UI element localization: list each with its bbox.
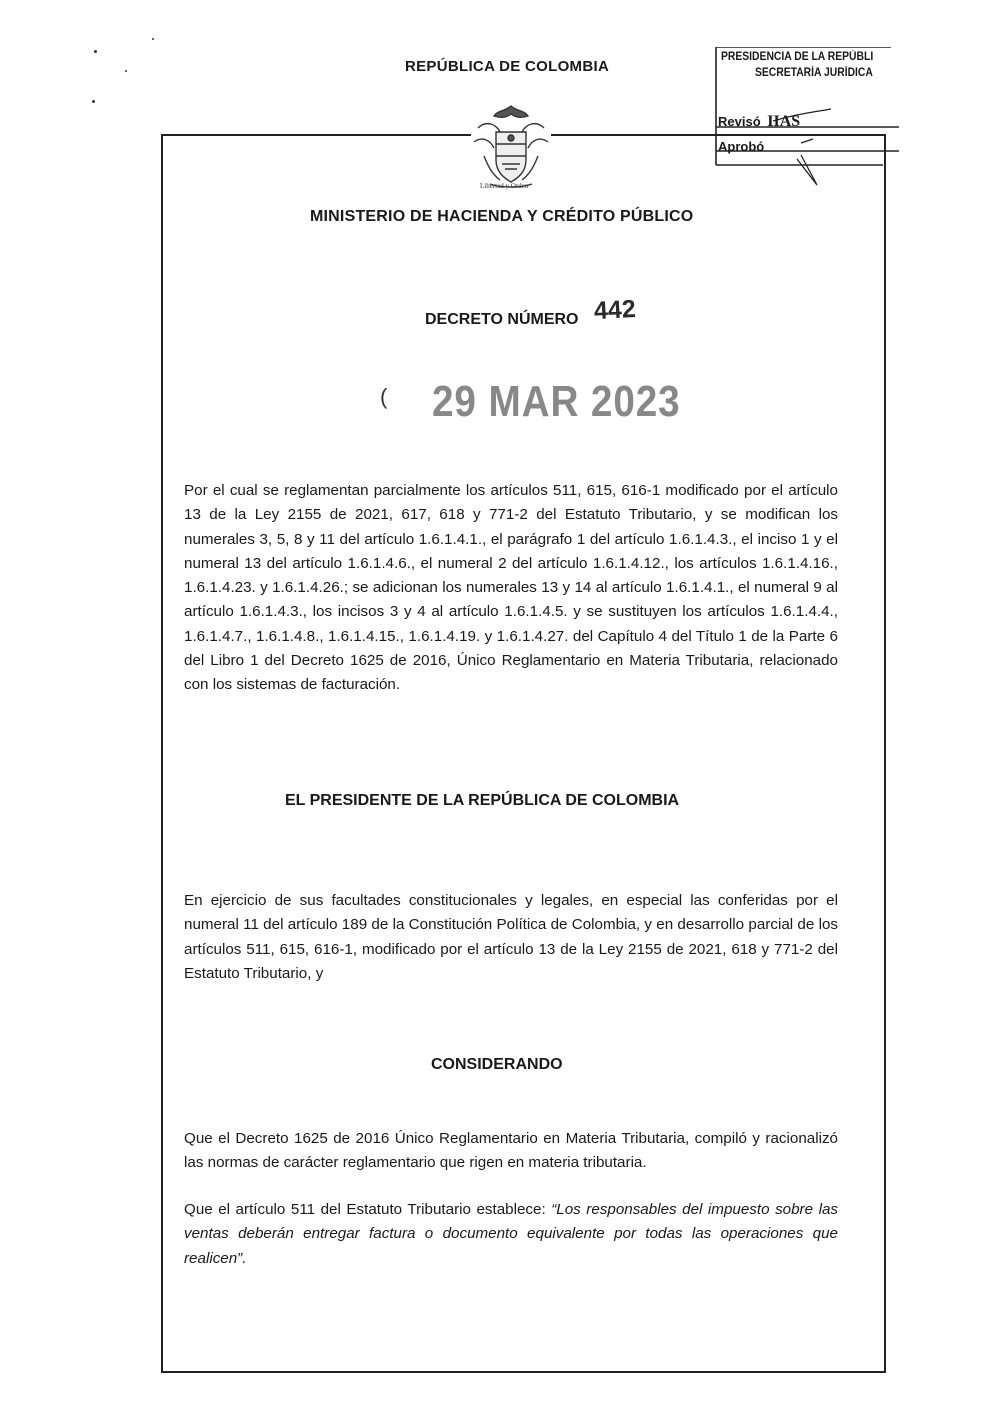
- date-open-paren: (: [380, 384, 388, 409]
- scan-speck: [152, 38, 154, 40]
- considerando-p2-quote: “Los responsables del impuesto sobre las ventas deberán entregar factura o documento equivalente por todas las operaciones que realicen”.: [184, 1201, 838, 1267]
- frame-left: [161, 134, 163, 1373]
- considerando-title: CONSIDERANDO: [431, 1056, 563, 1073]
- scan-speck: [125, 70, 127, 72]
- president-title: EL PRESIDENTE DE LA REPÚBLICA DE COLOMBIA: [285, 792, 680, 809]
- decree-number: 442: [593, 294, 637, 326]
- decree-summary-text: Por el cual se reglamentan parcialmente los artículos 511, 615, 616-1 modificado por el artículo 13 de la Ley 2155 de 2021, 617, 618 y 771-2 del Estatuto Tributario, y se modifican los numerales 3, 5, 8 y 11 del artículo 1.6.1.4.1., el parágrafo 1 del artículo 1.6.1.4.3., el inciso 1 y el numeral 13 del artículo 1.6.1.4.6., el numeral 2 del artículo 1.6.1.4.12., los artículos 1.6.1.4.16., 1.6.1.4.23. y 1.6.1.4.26.; se adicionan los numerales 13 y 14 al artículo 1.6.1.4.1., el numeral 9 al artículo 1.6.1.4.3., los incisos 3 y 4 al artículo 1.6.1.4.5. y se sustituyen los artículos 1.6.1.4.4., 1.6.1.4.7., 1.6.1.4.8., 1.6.1.4.15., 1.6.1.4.19. y 1.6.1.4.27. del Capítulo 4 del Título 1 de la Parte 6 del Libro 1 del Decreto 1625 de 2016, Único Reglamentario en Materia Tributaria, relacionado con los sistemas de facturación.: [184, 482, 838, 694]
- stamp-presidency: PRESIDENCIA DE LA REPÚBLI: [721, 51, 874, 63]
- coat-motto: Libertad y Orden: [480, 182, 529, 190]
- stamp-aprobo-label: Aprobó: [718, 139, 765, 154]
- considerando-p1-text: Que el Decreto 1625 de 2016 Único Reglamentario en Materia Tributaria, compiló y racionalizó las normas de carácter reglamentario que rigen en materia tributaria.: [184, 1130, 838, 1172]
- frame-top-left: [161, 134, 471, 136]
- stamp-reviso-initials: IIAS: [767, 113, 801, 130]
- frame-right: [884, 134, 886, 1373]
- considerando-p2-intro: Que el artículo 511 del Estatuto Tributario establece:: [184, 1201, 552, 1218]
- scan-speck: [92, 100, 95, 103]
- scan-speck: [94, 50, 97, 53]
- decree-date-stamp: 29 MAR 2023: [432, 377, 681, 426]
- powers-text: En ejercicio de sus facultades constitucionales y legales, en especial las conferidas por el numeral 11 del artículo 189 de la Constitución Política de Colombia, y en desarrollo parcial de los artículos 511, 615, 616-1, modificado por el artículo 13 de la Ley 2155 de 2021, 618 y 771-2 del Estatuto Tributario, y: [184, 892, 838, 982]
- considerando-paragraph-1: [184, 1127, 838, 1176]
- stamp-secretariat: SECRETARÍA JURÍDICA: [755, 67, 873, 79]
- country-name: REPÚBLICA DE COLOMBIA: [405, 58, 610, 75]
- powers-paragraph: [184, 889, 838, 986]
- decree-label: DECRETO NÚMERO: [425, 311, 579, 328]
- considerando-paragraph-2: [184, 1198, 838, 1271]
- frame-bottom: [161, 1371, 886, 1373]
- decree-summary: [184, 479, 838, 698]
- stamp-reviso-label: Revisó: [718, 114, 761, 129]
- stamp-reviso-row: [718, 113, 800, 131]
- ministry-name: MINISTERIO DE HACIENDA Y CRÉDITO PÚBLICO: [310, 208, 694, 225]
